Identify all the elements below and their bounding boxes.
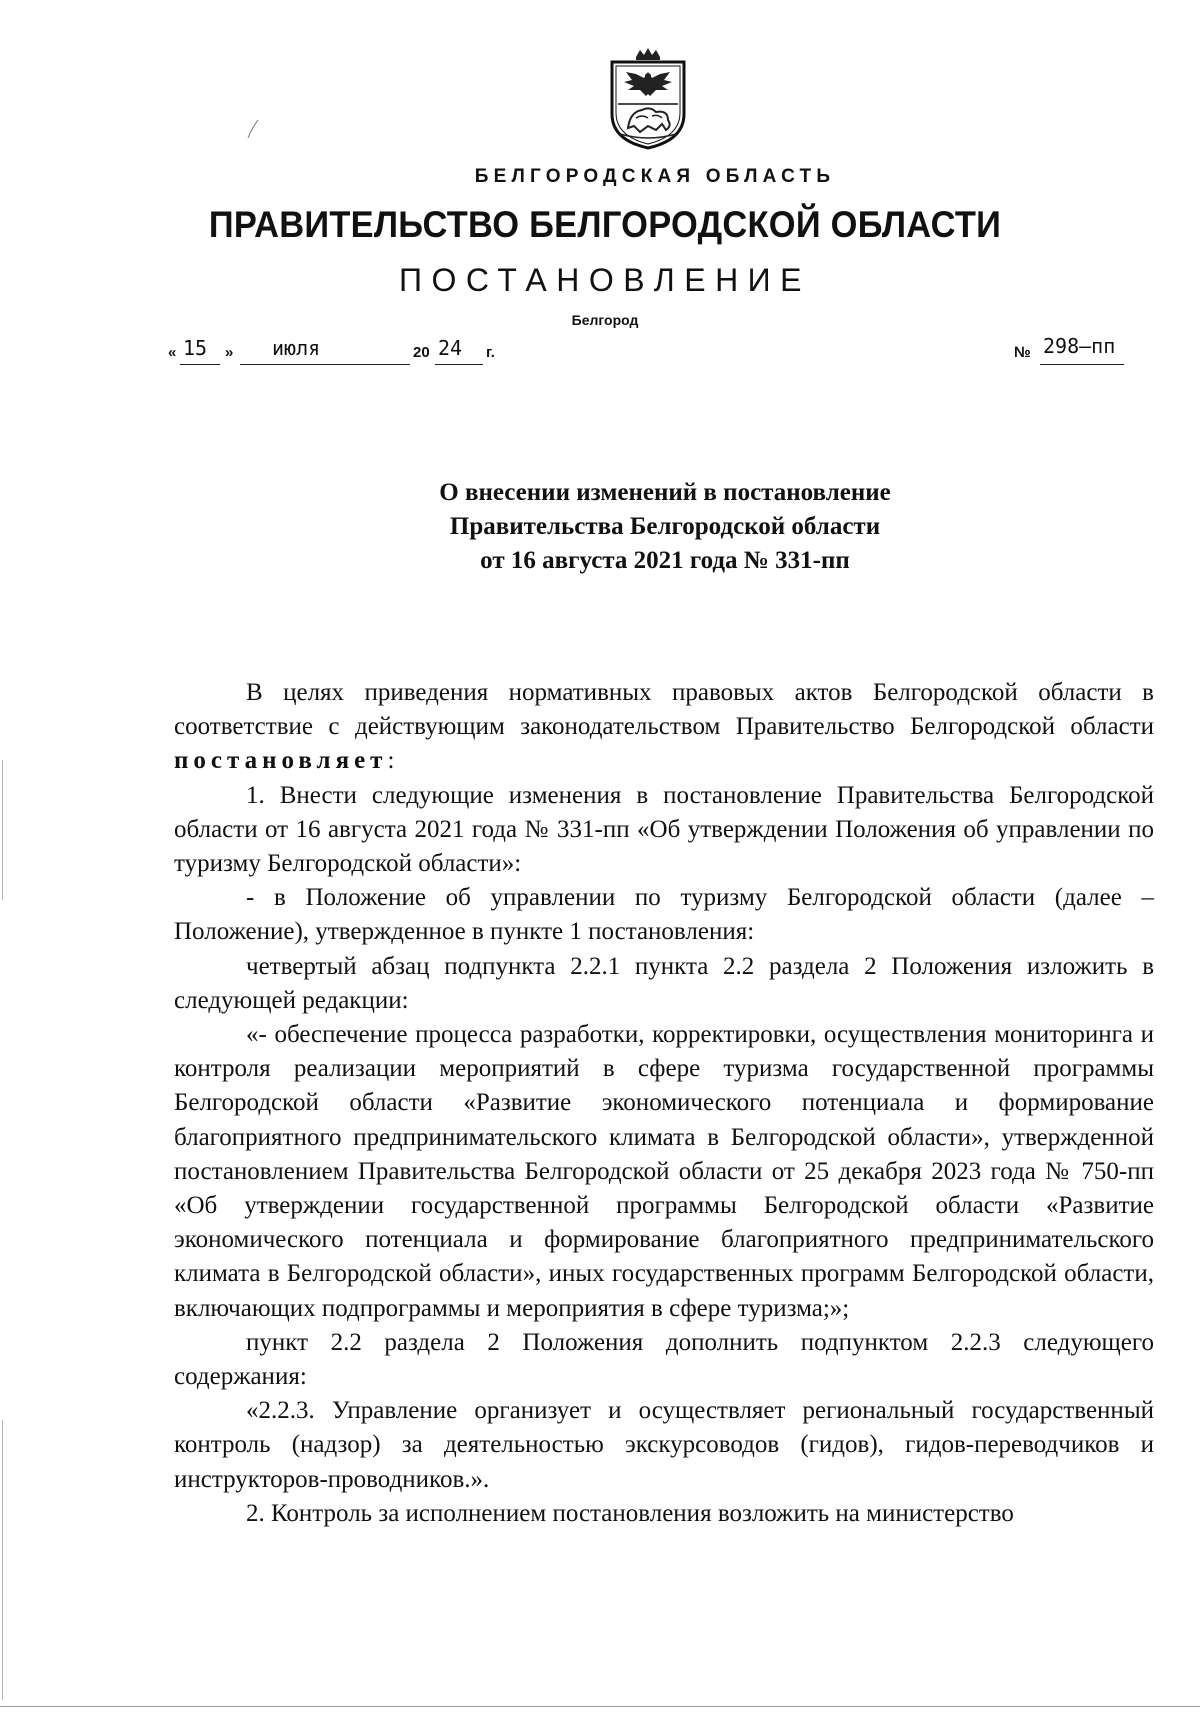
paragraph-preamble [174,676,1154,779]
paragraph-2-2-3: «2.2.3. Управление организует и осуществляет региональный государственный контроль (надзор) за деятельностью экскурсоводов (гидов), гидов-переводчиков и инструкторов-проводников.». [174,1397,1154,1493]
paragraph-item-1-sub: - в Положение об управлении по туризму Белгородской области (далее – Положение), утвержденное в пункте 1 постановления: [174,884,1154,946]
year-underline [435,364,483,365]
scan-margin-line [2,760,3,900]
title-line-3: от 16 августа 2021 года № 331-пп [480,547,850,574]
preamble-colon: : [387,747,395,775]
paragraph-abzac: четвертый абзац подпункта 2.2.1 пункта 2.2 раздела 2 Положения изложить в следующей редакции: [174,952,1154,1014]
document-body [174,676,1154,1531]
month-underline [240,364,410,365]
coat-of-arms-emblem [606,48,690,150]
date-day: 15 [183,336,208,360]
title-line-1: О внесении изменений в постановление [439,479,891,506]
government-name: ПРАВИТЕЛЬСТВО БЕЛГОРОДСКОЙ ОБЛАСТИ [208,204,1002,245]
document-number: 298–пп [1043,334,1116,358]
pen-stroke-mark [246,118,260,140]
scan-margin-line-lower [2,1420,3,1700]
date-quote-open: « [168,344,177,361]
number-underline [1040,364,1124,365]
date-suffix: г. [486,344,495,361]
paragraph-new-wording: «- обеспечение процесса разработки, корректировки, осуществления мониторинга и контроля реализации мероприятий в сфере туризма государственной программы Белгородской области «Развитие экономического потенциала и формирование благоприятного предпринимательского климата в Белгородской области», утвержденной постановлением Правительства Белгородской области от 25 декабря 2023 года № 750-пп «Об утверждении государственной программы Белгородской области «Развитие экономического потенциала и формирование благоприятного предпринимательского климата в Белгородской области», иных государственных программ Белгородской области, включающих подпрограммы и мероприятия в сфере туризма;»; [174,1021,1154,1322]
number-label: № [1014,344,1031,361]
day-underline [180,364,220,365]
region-name: БЕЛГОРОДСКАЯ ОБЛАСТЬ [474,166,836,187]
document-title [0,476,1200,578]
date-quote-close: » [225,344,234,361]
paragraph-item-2: 2. Контроль за исполнением постановления возложить на министерство [246,1499,1014,1527]
paragraph-item-1: 1. Внести следующие изменения в постановление Правительства Белгородской области от 16 августа 2021 года № 331-пп «Об утверждении Положения об управлении по туризму Белгородской области»: [174,781,1154,878]
date-year: 24 [438,336,463,360]
city-name: Белгород [571,312,639,328]
date-century: 20 [413,344,430,361]
paragraph-addition: пункт 2.2 раздела 2 Положения дополнить подпунктом 2.2.3 следующего содержания: [174,1328,1154,1391]
date-month: июля [272,336,321,360]
scan-bottom-edge [0,1706,1200,1707]
document-type: ПОСТАНОВЛЕНИЕ [398,262,812,298]
title-line-2: Правительства Белгородской области [449,513,881,540]
preamble-text: В целях приведения нормативных правовых актов Белгородской области в соответствие с действующим законодательством Правительство Белгородской области [174,679,1154,741]
decree-keyword: постановляет [174,747,388,775]
